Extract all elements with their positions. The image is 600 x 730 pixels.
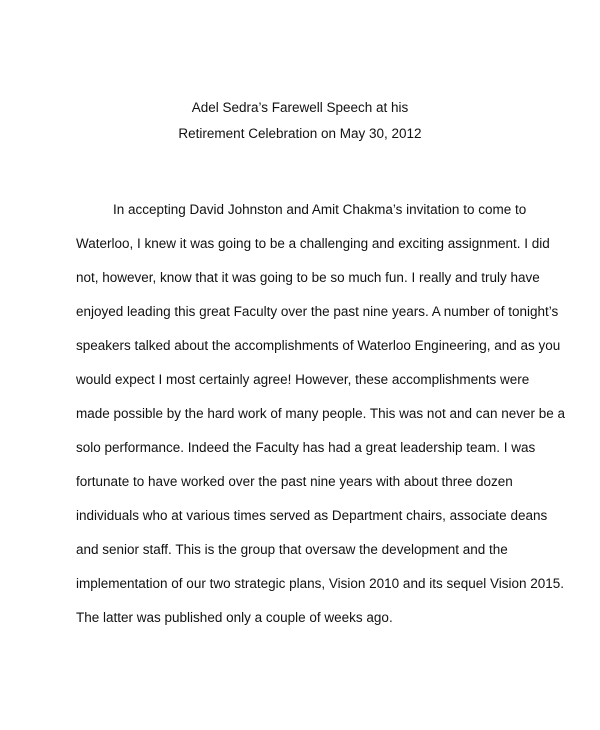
paragraph-line-13: The latter was published only a couple of weeks ago.: [76, 610, 393, 625]
document-title-line-2: Retirement Celebration on May 30, 2012: [178, 126, 422, 141]
paragraph-line-10: individuals who at various times served as Department chairs, associate deans: [76, 508, 548, 523]
paragraph-line-4: enjoyed leading this great Faculty over the past nine years. A number of tonight’s: [76, 304, 559, 319]
paragraph-line-5: speakers talked about the accomplishments of Waterloo Engineering, and as you: [76, 338, 561, 353]
document-title-line-1: Adel Sedra’s Farewell Speech at his: [191, 100, 409, 115]
paragraph-line-7: made possible by the hard work of many people. This was not and can never be a: [76, 406, 566, 421]
paragraph-line-9: fortunate to have worked over the past nine years with about three dozen: [76, 474, 513, 489]
paragraph-line-11: and senior staff. This is the group that oversaw the development and the: [76, 542, 508, 557]
paragraph-line-3: not, however, know that it was going to be so much fun. I really and truly have: [76, 270, 540, 285]
paragraph-line-1: In accepting David Johnston and Amit Chakma’s invitation to come to: [113, 202, 527, 217]
paragraph-line-8: solo performance. Indeed the Faculty has had a great leadership team. I was: [76, 440, 536, 455]
paragraph-line-6: would expect I most certainly agree! However, these accomplishments were: [76, 372, 530, 387]
paragraph-line-12: implementation of our two strategic plans, Vision 2010 and its sequel Vision 2015.: [76, 576, 565, 591]
paragraph-line-2: Waterloo, I knew it was going to be a challenging and exciting assignment. I did: [76, 236, 550, 251]
